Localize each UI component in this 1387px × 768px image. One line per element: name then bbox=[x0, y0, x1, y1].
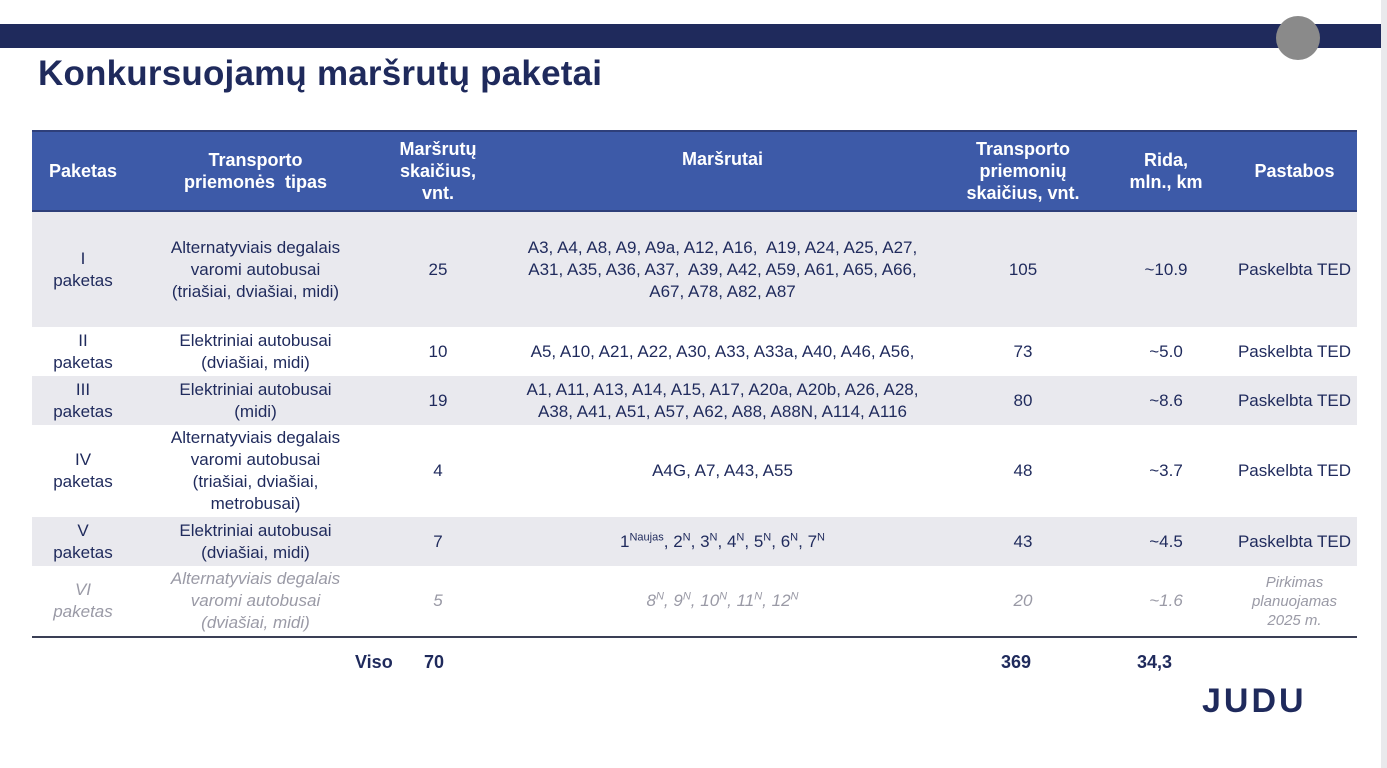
vehicles-cell: 20 bbox=[946, 566, 1100, 637]
tipas-cell: Alternatyviais degalais varomi autobusai (triašiai, dviašiai, metrobusai) bbox=[134, 425, 377, 517]
count-cell: 5 bbox=[377, 566, 499, 637]
rida-cell: ~10.9 bbox=[1100, 211, 1232, 327]
route-number: $6^N$ bbox=[780, 530, 799, 551]
paketas-cell: I paketas bbox=[32, 211, 134, 327]
route-number: $3^N$ bbox=[700, 530, 718, 551]
tipas-cell: Alternatyviais degalais varomi autobusai (dviašiai, midi) bbox=[134, 566, 377, 637]
vehicles-cell: 43 bbox=[946, 517, 1100, 566]
totals-label: Viso bbox=[355, 652, 393, 672]
grey-circle-decoration bbox=[1276, 16, 1320, 60]
pastabos-cell: Paskelbta TED bbox=[1232, 376, 1357, 425]
rida-cell: ~5.0 bbox=[1100, 327, 1232, 376]
rida-cell: ~4.5 bbox=[1100, 517, 1232, 566]
pastabos-cell: Paskelbta TED bbox=[1232, 425, 1357, 517]
table-row bbox=[32, 517, 1357, 566]
right-edge-strip bbox=[1381, 0, 1387, 768]
vehicles-cell: 80 bbox=[946, 376, 1100, 425]
rida-cell: ~3.7 bbox=[1100, 425, 1232, 517]
header-paketas: Paketas bbox=[32, 131, 134, 211]
route-number: $1^{Naujas}$ bbox=[620, 530, 664, 551]
table-row bbox=[32, 376, 1357, 425]
paketas-cell: VI paketas bbox=[32, 566, 134, 637]
table-row bbox=[32, 327, 1357, 376]
route-number: $12^N$ bbox=[771, 590, 799, 610]
vehicles-cell: 48 bbox=[946, 425, 1100, 517]
routes-cell: A5, A10, A21, A22, A30, A33, A33a, A40, A46, A56, bbox=[499, 327, 946, 376]
pastabos-cell: Pirkimas planuojamas 2025 m. bbox=[1232, 566, 1357, 637]
rida-cell: ~1.6 bbox=[1100, 566, 1232, 637]
pastabos-cell: Paskelbta TED bbox=[1232, 327, 1357, 376]
totals-count: 70 bbox=[424, 652, 445, 672]
routes-cell: A4G, A7, A43, A55 bbox=[499, 425, 946, 517]
table-header-row bbox=[32, 131, 1357, 211]
vehicles-cell: 105 bbox=[946, 211, 1100, 327]
totals-vehicles: 369 bbox=[1001, 652, 1032, 672]
count-cell: 4 bbox=[377, 425, 499, 517]
tipas-cell: Elektriniai autobusai (dviašiai, midi) bbox=[134, 517, 377, 566]
routes-cell: A1, A11, A13, A14, A15, A17, A20a, A20b, A26, A28, A38, A41, A51, A57, A62, A88, A88N, A114, A116 bbox=[499, 376, 946, 425]
count-cell: 19 bbox=[377, 376, 499, 425]
page-title: Konkursuojamų maršrutų paketai bbox=[38, 54, 603, 93]
route-number: $8^N$ bbox=[646, 590, 664, 610]
paketas-cell: IV paketas bbox=[32, 425, 134, 517]
table-row bbox=[32, 425, 1357, 517]
totals-rida: 34,3 bbox=[1137, 652, 1173, 672]
rida-cell: ~8.6 bbox=[1100, 376, 1232, 425]
count-cell: 10 bbox=[377, 327, 499, 376]
routes-cell: $8^N$, $9^N$, $10^N$, $11^N$, $12^N$ bbox=[499, 566, 946, 637]
tipas-cell: Alternatyviais degalais varomi autobusai (triašiai, dviašiai, midi) bbox=[134, 211, 377, 327]
count-cell: 25 bbox=[377, 211, 499, 327]
paketas-cell: III paketas bbox=[32, 376, 134, 425]
route-number: $9^N$ bbox=[673, 590, 691, 610]
paketas-cell: II paketas bbox=[32, 327, 134, 376]
pastabos-cell: Paskelbta TED bbox=[1232, 517, 1357, 566]
header-marsrutai: Maršrutai bbox=[499, 131, 946, 211]
top-banner-bar bbox=[0, 24, 1387, 48]
route-number: $4^N$ bbox=[726, 530, 745, 551]
vehicles-cell: 73 bbox=[946, 327, 1100, 376]
routes-cell: A3, A4, A8, A9, A9a, A12, A16, A19, A24, A25, A27, A31, A35, A36, A37, A39, A42, A59, A61, A65, A66, A67, A78, A82, A87 bbox=[499, 211, 946, 327]
route-number: $2^N$ bbox=[673, 530, 691, 551]
paketas-cell: V paketas bbox=[32, 517, 134, 566]
header-marsrutu-skaicius: Maršrutų skaičius, vnt. bbox=[377, 131, 499, 211]
header-pastabos: Pastabos bbox=[1232, 131, 1357, 211]
route-number: $5^N$ bbox=[753, 530, 772, 551]
header-transporto-tipas: Transporto priemonės tipas bbox=[134, 131, 377, 211]
route-packages-table bbox=[32, 130, 1357, 638]
header-priemoniu-skaicius: Transporto priemonių skaičius, vnt. bbox=[946, 131, 1100, 211]
header-rida: Rida, mln., km bbox=[1100, 131, 1232, 211]
count-cell: 7 bbox=[377, 517, 499, 566]
table-row bbox=[32, 211, 1357, 327]
route-number: $10^N$ bbox=[700, 590, 728, 610]
pastabos-cell: Paskelbta TED bbox=[1232, 211, 1357, 327]
tipas-cell: Elektriniai autobusai (midi) bbox=[134, 376, 377, 425]
judu-logo: JUDU bbox=[1202, 682, 1307, 720]
table-row bbox=[32, 566, 1357, 637]
routes-cell: $1^{Naujas}$, $2^N$, $3^N$, $4^N$, $5^N$, $6^N$, $7^N$ bbox=[499, 517, 946, 566]
tipas-cell: Elektriniai autobusai (dviašiai, midi) bbox=[134, 327, 377, 376]
route-number: $7^N$ bbox=[807, 530, 825, 551]
route-number: $11^N$ bbox=[736, 590, 763, 610]
